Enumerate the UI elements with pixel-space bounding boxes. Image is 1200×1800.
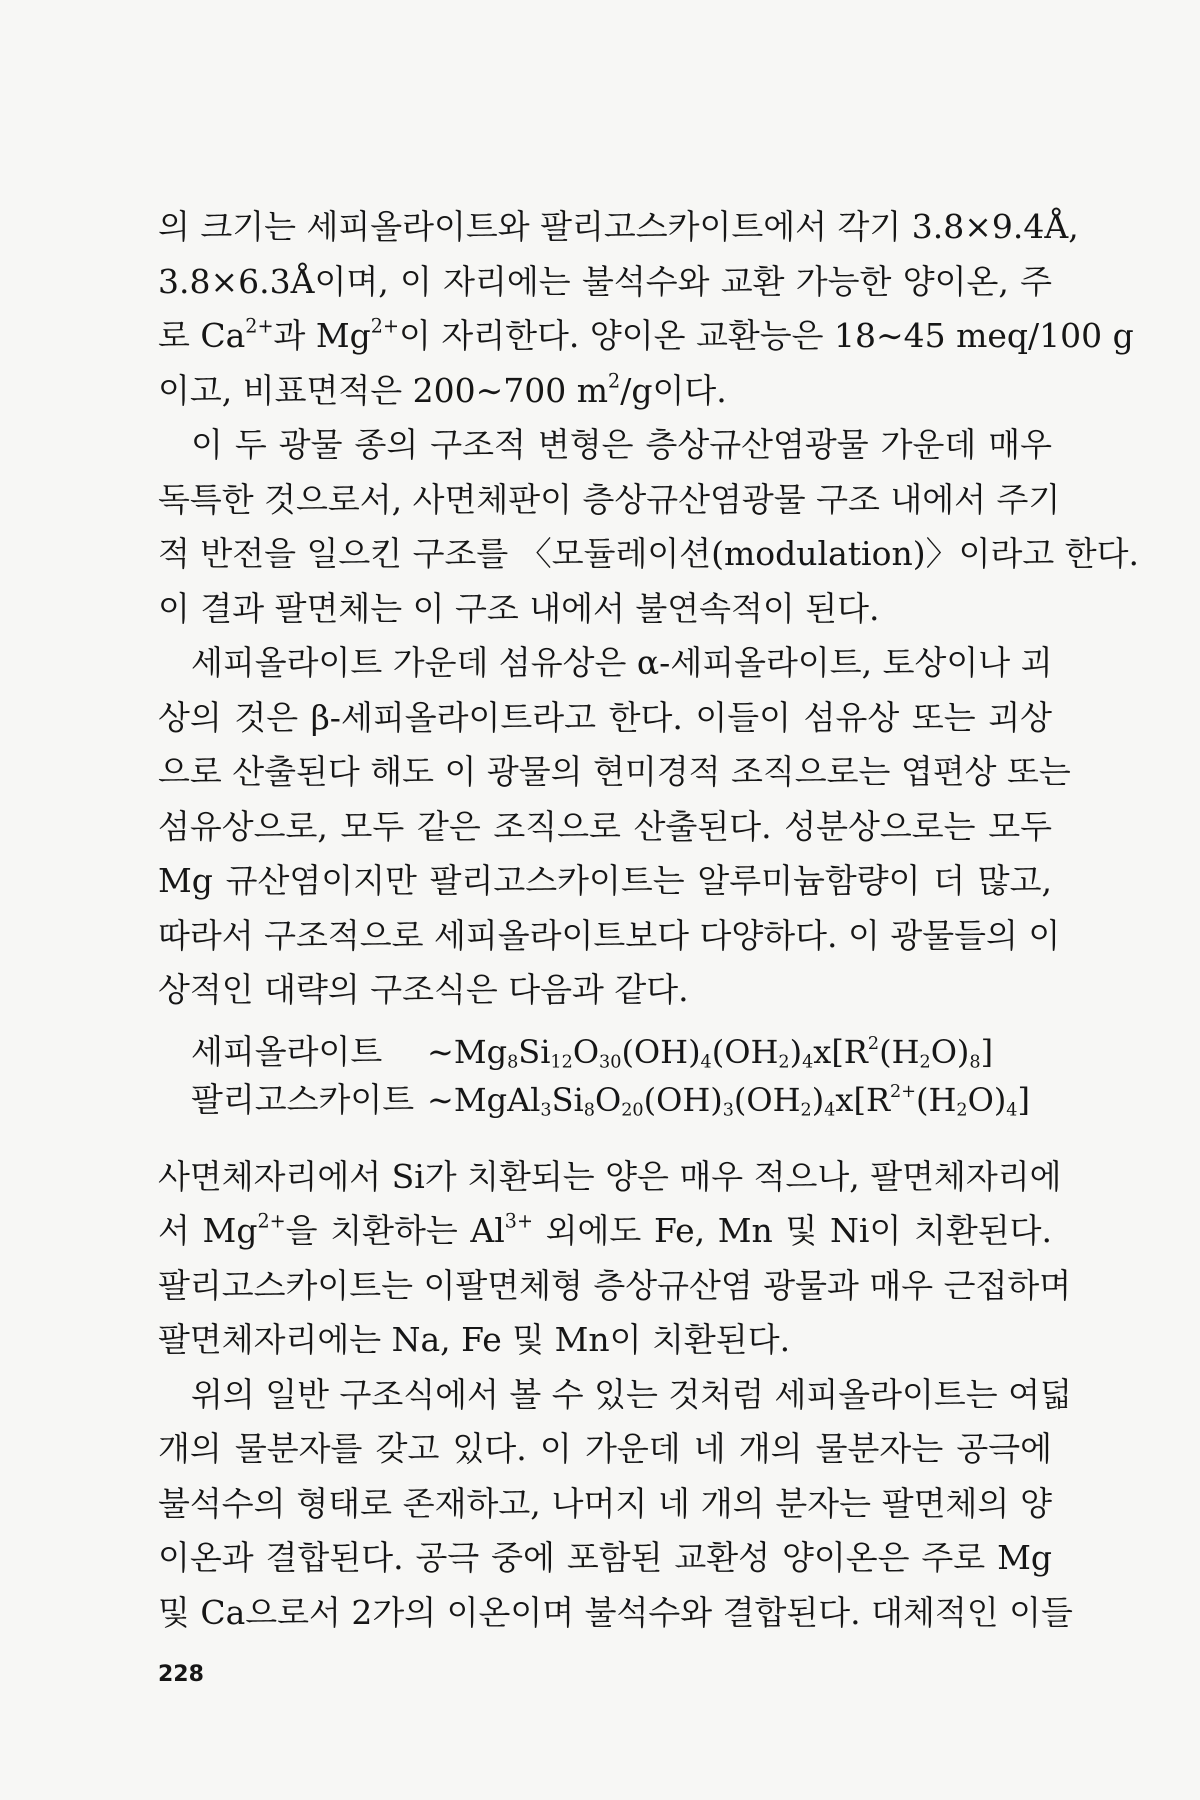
formula-subscript: 20 — [621, 1099, 644, 1120]
formula-subscript: 8 — [507, 1051, 519, 1072]
formula-mineral-name: 세피올라이트 — [191, 1031, 383, 1071]
text-line: 적 반전을 일으킨 구조를 〈모듈레이션(modulation)〉이라고 한다. — [158, 534, 1139, 573]
formula-mineral-name: 팔리고스카이트 — [191, 1079, 415, 1119]
formula-text: ) — [789, 1032, 803, 1071]
formula-subscript: 4 — [1006, 1099, 1018, 1120]
formula-block — [158, 1018, 1052, 1150]
text-line: 및 Ca으로서 2가의 이온이며 불석수와 결합된다. 대체적인 이들 — [158, 1592, 1073, 1632]
formula-text: (OH) — [643, 1080, 723, 1119]
paragraph-4 — [158, 1150, 1072, 1368]
text-line: 불석수의 형태로 존재하고, 나머지 네 개의 분자는 팔면체의 양 — [158, 1483, 1052, 1523]
text-line: 따라서 구조적으로 세피올라이트보다 다양하다. 이 광물들의 이 — [158, 915, 1061, 955]
text-line: 이고, 비표면적은 200∼700 $m^2/g$이다. — [158, 369, 727, 410]
formula-text: (OH) — [621, 1032, 701, 1071]
formula-subscript: 2 — [919, 1051, 931, 1072]
formula-text: (OH — [711, 1032, 779, 1071]
formula-text: O) — [967, 1080, 1007, 1119]
text-line: 으로 산출된다 해도 이 광물의 현미경적 조직으로는 엽편상 또는 — [158, 752, 1071, 791]
text-line: 사면체자리에서 Si가 치환되는 양은 매우 적으나, 팔면체자리에 — [158, 1156, 1062, 1196]
text-line: 로 $Ca^{2+}$과 $Mg^{2+}$이 자리한다. 양이온 교환능은 18∼45 meq/100 g — [158, 314, 1134, 355]
text-line: 팔면체자리에는 Na, Fe 및 Mn이 치환된다. — [158, 1320, 791, 1359]
paragraph-3 — [158, 636, 1071, 1018]
text-line: Mg 규산염이지만 팔리고스카이트는 알루미늄함량이 더 많고, — [158, 861, 1052, 900]
formula-subscript: 2 — [956, 1099, 968, 1120]
formula-superscript: 2 — [867, 1033, 880, 1054]
text-line: 독특한 것으로서, 사면체판이 층상규산염광물 구조 내에서 주기 — [158, 479, 1061, 519]
formula-text: ) — [811, 1080, 825, 1119]
formula-text: ∼Mg — [427, 1032, 508, 1071]
formula-text: (H — [915, 1080, 957, 1119]
text-line: 서 $Mg^{2+}$을 치환하는 $Al^{3+}$ 외에도 Fe, Mn 및 Ni이 치환된다. — [158, 1209, 1052, 1250]
text-line: 3.8×6.3Å이며, 이 자리에는 불석수와 교환 가능한 양이온, 주 — [158, 261, 1052, 301]
formula-text: ] — [980, 1032, 994, 1071]
text-line: 개의 물분자를 갖고 있다. 이 가운데 네 개의 물분자는 공극에 — [158, 1429, 1052, 1468]
formula-text: Si — [551, 1080, 584, 1119]
formula-expression — [427, 1028, 993, 1076]
formula-text: (H — [879, 1032, 920, 1071]
formula-text: (OH — [733, 1080, 801, 1119]
formula-subscript: 8 — [583, 1099, 595, 1120]
paragraph-1 — [158, 200, 1134, 418]
text-line: 이 두 광물 종의 구조적 변형은 층상규산염광물 가운데 매우 — [191, 425, 1052, 464]
formula-superscript: 2+ — [890, 1081, 916, 1102]
paragraph-5 — [158, 1368, 1073, 1641]
formula-subscript: 2 — [778, 1051, 790, 1072]
formula-subscript: 12 — [550, 1051, 573, 1072]
formula-subscript: 4 — [802, 1051, 814, 1072]
formula-row — [158, 1028, 1052, 1076]
text-line: 이 결과 팔면체는 이 구조 내에서 불연속적이 된다. — [158, 588, 880, 628]
formula-text: ] — [1017, 1080, 1030, 1119]
formula-text: O) — [930, 1032, 970, 1071]
formula-subscript: 3 — [722, 1099, 734, 1120]
formula-subscript: 4 — [700, 1051, 712, 1072]
formula-subscript: 8 — [969, 1051, 981, 1072]
formula-text: x[R — [813, 1032, 868, 1071]
text-line: 세피올라이트 가운데 섬유상은 α-세피올라이트, 토상이나 괴 — [191, 643, 1053, 682]
text-line: 상의 것은 β-세피올라이트라고 한다. 이들이 섬유상 또는 괴상 — [158, 697, 1052, 737]
text-line: 의 크기는 세피올라이트와 팔리고스카이트에서 각기 3.8×9.4Å, — [158, 207, 1079, 246]
formula-text: ∼MgAl — [427, 1080, 541, 1119]
page-number: 228 — [158, 1662, 204, 1687]
formula-subscript: 30 — [599, 1051, 622, 1072]
body-text — [158, 200, 1139, 1640]
formula-text: O — [594, 1080, 622, 1119]
text-line: 상적인 대략의 구조식은 다음과 같다. — [158, 970, 689, 1009]
text-line: 섬유상으로, 모두 같은 조직으로 산출된다. 성분상으로는 모두 — [158, 806, 1052, 846]
text-line: 팔리고스카이트는 이팔면체형 층상규산염 광물과 매우 근접하며 — [158, 1265, 1072, 1305]
text-line: 이온과 결합된다. 공극 중에 포함된 교환성 양이온은 주로 Mg — [158, 1538, 1052, 1577]
paragraph-2 — [158, 418, 1139, 636]
formula-subscript: 4 — [824, 1099, 836, 1120]
formula-text: x[R — [835, 1080, 891, 1119]
formula-text: Si — [518, 1032, 551, 1071]
text-line: 위의 일반 구조식에서 볼 수 있는 것처럼 세피올라이트는 여덟 — [191, 1374, 1072, 1414]
formula-subscript: 2 — [800, 1099, 812, 1120]
formula-expression — [427, 1076, 1030, 1124]
formula-text: O — [572, 1032, 600, 1071]
formula-row — [158, 1076, 1052, 1124]
formula-subscript: 3 — [540, 1099, 552, 1120]
